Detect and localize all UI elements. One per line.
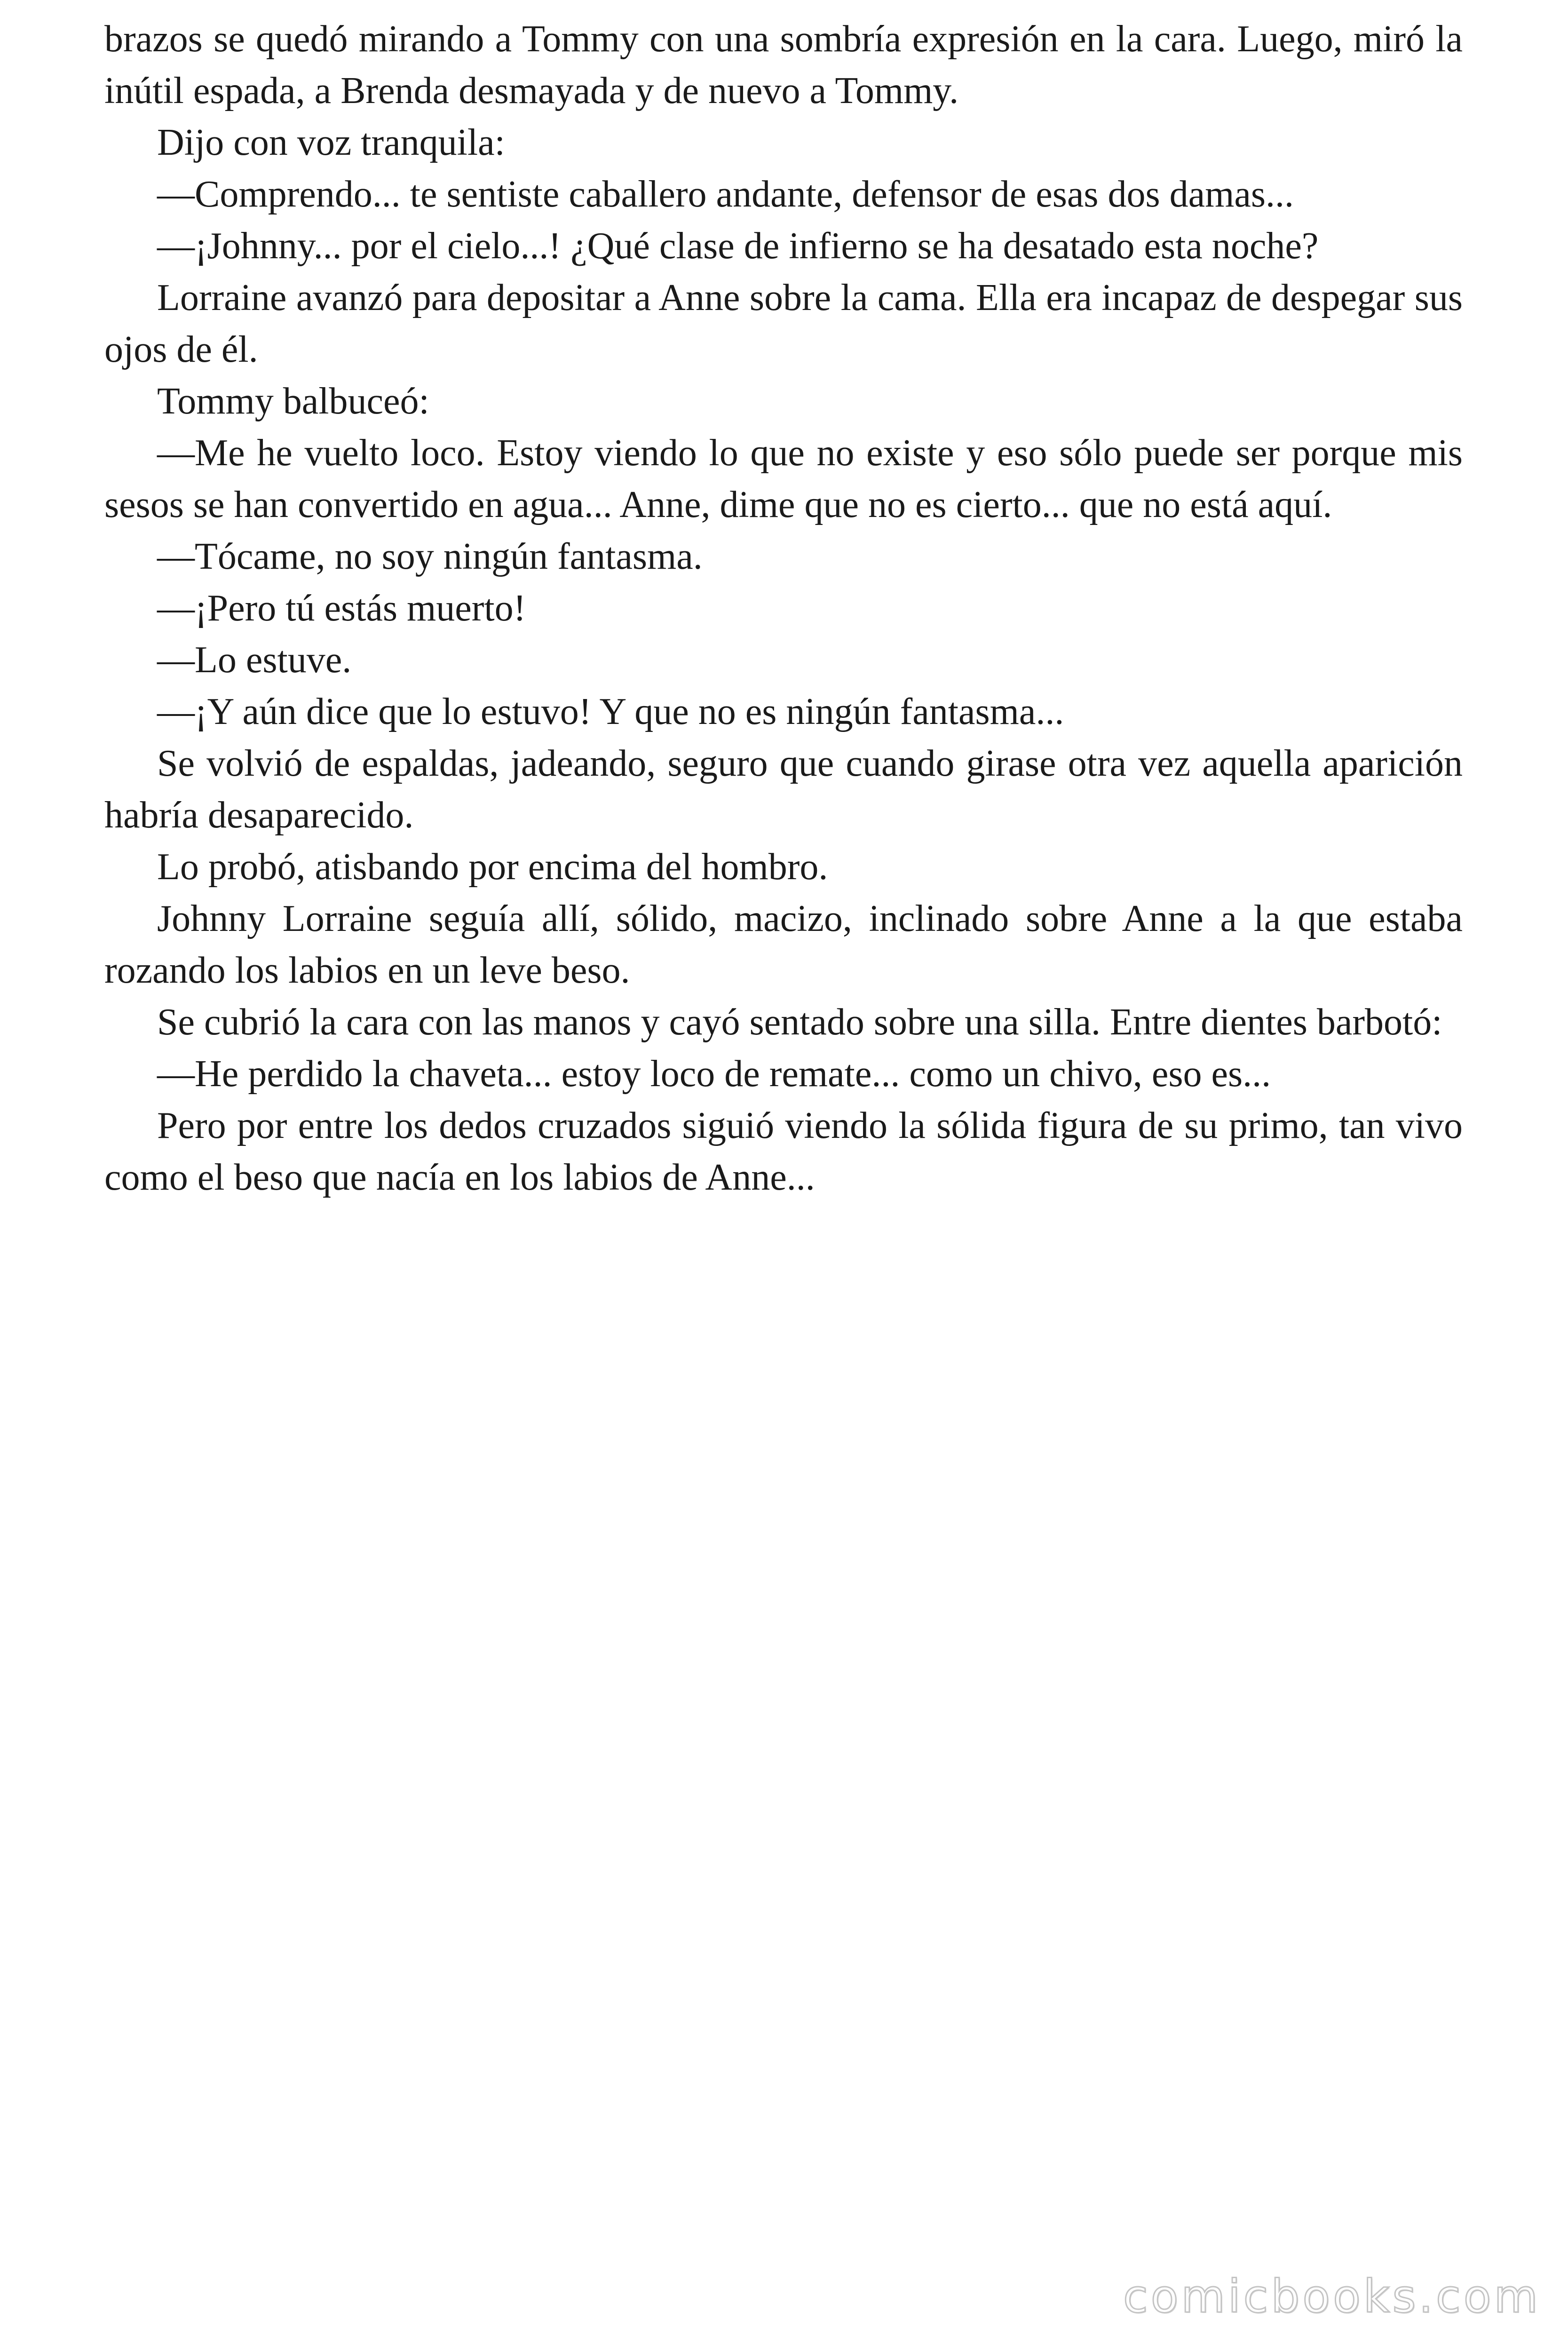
paragraph: —Tócame, no soy ningún fantasma. (157, 536, 703, 577)
paragraph: Tommy balbuceó: (157, 381, 429, 422)
paragraph: Se cubrió la cara con las manos y cayó sentado sobre una silla. Entre dientes barbotó: (157, 1001, 1442, 1043)
paragraph: Pero por entre los dedos cruzados siguió viendo la sólida figura de su primo, tan vivo como el beso que nacía en los labios de Anne... (104, 1105, 1463, 1198)
paragraph: —Me he vuelto loco. Estoy viendo lo que no existe y eso sólo puede ser porque mis sesos se han convertido en agua... Anne, dime que no es cierto... que no está aquí. (104, 432, 1463, 525)
paragraph: —¡Pero tú estás muerto! (157, 588, 526, 629)
paragraph: —¡Y aún dice que lo estuvo! Y que no es ningún fantasma... (157, 691, 1064, 732)
paragraph: brazos se quedó mirando a Tommy con una sombría expresión en la cara. Luego, miró la inútil espada, a Brenda desmayada y de nuevo a Tommy. (104, 18, 1463, 111)
paragraph: Dijo con voz tranquila: (157, 122, 505, 163)
paragraph: —Comprendo... te sentiste caballero andante, defensor de esas dos damas... (157, 174, 1294, 215)
paragraph: Johnny Lorraine seguía allí, sólido, macizo, inclinado sobre Anne a la que estaba rozando los labios en un leve beso. (104, 898, 1463, 991)
paragraph: Se volvió de espaldas, jadeando, seguro que cuando girase otra vez aquella aparición habría desaparecido. (104, 743, 1463, 836)
watermark: comicbooks.com (1123, 2270, 1541, 2323)
paragraph: —Lo estuve. (157, 639, 352, 681)
paragraph: Lorraine avanzó para depositar a Anne sobre la cama. Ella era incapaz de despegar sus ojos de él. (104, 277, 1463, 370)
paragraph: —He perdido la chaveta... estoy loco de remate... como un chivo, eso es... (157, 1053, 1271, 1095)
paragraph: —¡Johnny... por el cielo...! ¿Qué clase de infierno se ha desatado esta noche? (157, 225, 1319, 267)
body-text (104, 13, 1463, 1203)
paragraph: Lo probó, atisbando por encima del hombro. (157, 846, 828, 888)
